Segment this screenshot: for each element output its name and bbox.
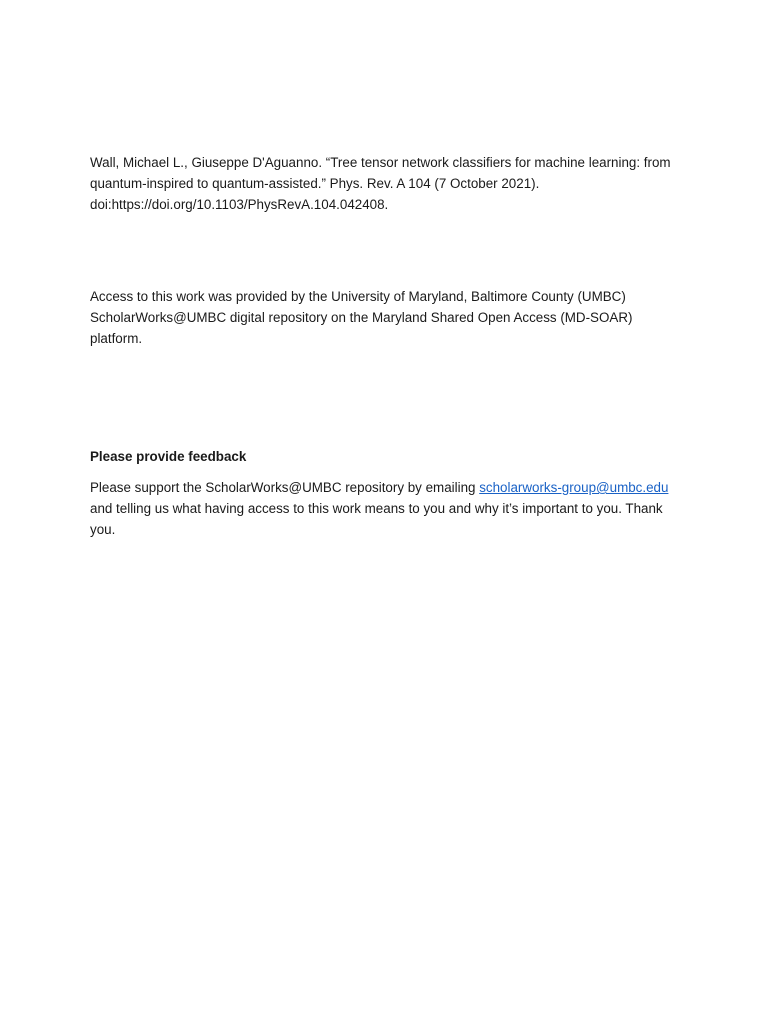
citation-block bbox=[90, 153, 680, 215]
feedback-heading-text: Please provide feedback bbox=[90, 449, 247, 464]
feedback-body bbox=[90, 478, 680, 540]
access-statement-text: Access to this work was provided by the University of Maryland, Baltimore County (UMBC) ScholarWorks@UMBC digital repository on the Maryland Shared Open Access (MD-SOAR) platform. bbox=[90, 289, 633, 346]
feedback-paragraph bbox=[90, 478, 680, 540]
feedback-text-after: and telling us what having access to this work means to you and why it’s important to you. Thank you. bbox=[90, 500, 663, 537]
email-link[interactable]: scholarworks-group@umbc.edu bbox=[479, 480, 669, 495]
citation-text: Wall, Michael L., Giuseppe D'Aguanno. “Tree tensor network classifiers for machine learning: from quantum-inspired to quantum-assisted.” Phys. Rev. A 104 (7 October 2021). doi:https://doi.org/10.1103/PhysRevA.104.042408. bbox=[90, 155, 671, 212]
access-statement-block bbox=[90, 287, 680, 349]
feedback-text-before: Please support the ScholarWorks@UMBC repository by emailing bbox=[90, 480, 480, 495]
feedback-heading bbox=[90, 447, 680, 468]
